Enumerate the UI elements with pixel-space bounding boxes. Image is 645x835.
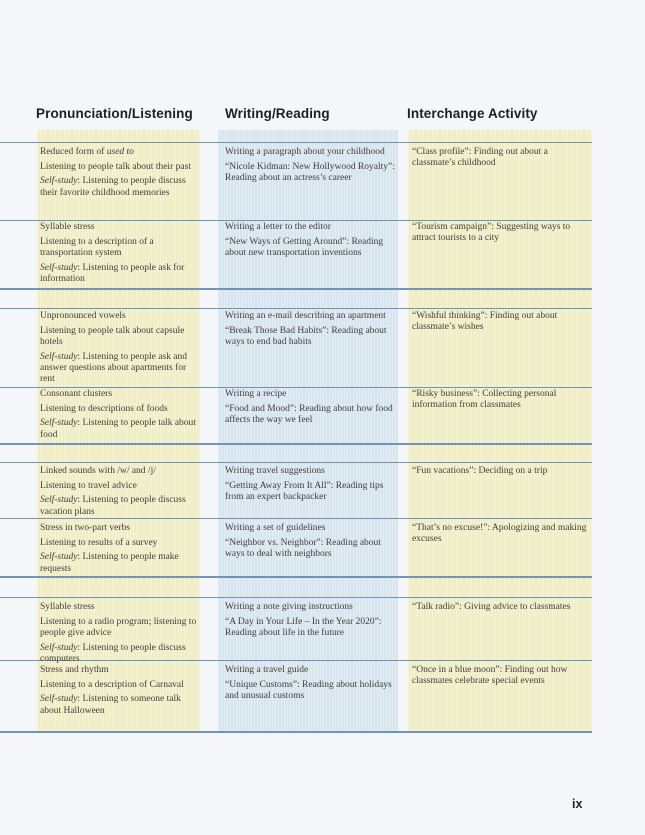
interchange-activity-cell: [412, 222, 590, 248]
entry-text: Listening to people talk about their past: [40, 161, 191, 172]
entry-text: Stress and rhythm: [40, 665, 109, 675]
writing-reading-cell: [225, 466, 395, 507]
entry-text: “Unique Customs”: Reading about holidays and unusual customs: [225, 679, 392, 701]
column-header-writing-reading: Writing/Reading: [225, 106, 330, 121]
column-header-interchange-activity: Interchange Activity: [407, 106, 538, 121]
writing-reading-cell: [225, 602, 395, 643]
entry-text: “New Ways of Getting Around”: Reading about new transportation inventions: [225, 236, 384, 258]
entry-text: “Break Those Bad Habits”: Reading about ways to end bad habits: [225, 325, 387, 347]
entry-text: “Neighbor vs. Neighbor”: Reading about ways to deal with neighbors: [225, 537, 381, 559]
row-divider: [0, 731, 592, 733]
entry-text: Self-study: Listening to people make requests: [40, 552, 179, 574]
entry-text: “A Day in Your Life – In the Year 2020”: Reading about life in the future: [225, 616, 382, 638]
entry-text: “Nicole Kidman: New Hollywood Royalty”: Reading about an actress’s career: [225, 161, 395, 183]
pronunciation-listening-cell: [40, 147, 198, 202]
interchange-activity-cell: [412, 466, 590, 481]
entry-text: “Getting Away From It All”: Reading tips from an expert backpacker: [225, 480, 384, 502]
writing-reading-cell: [225, 311, 395, 352]
entry-text: “Risky business”: Collecting personal information from classmates: [412, 389, 557, 411]
interchange-activity-cell: [412, 389, 590, 415]
writing-reading-cell: [225, 523, 395, 564]
entry-text: Listening to travel advice: [40, 480, 137, 491]
entry-text: Self-study: Listening to people discuss vacation plans: [40, 495, 186, 517]
entry-text: Reduced form of used to: [40, 147, 134, 157]
entry-text: Writing a letter to the editor: [225, 222, 331, 232]
entry-text: Stress in two-part verbs: [40, 523, 130, 533]
entry-text: Listening to a description of a transportation system: [40, 236, 154, 258]
writing-reading-cell: [225, 389, 395, 430]
interchange-activity-cell: [412, 147, 590, 173]
entry-text: “Class profile”: Finding out about a classmate’s childhood: [412, 147, 548, 169]
entry-text: “Once in a blue moon”: Finding out how classmates celebrate special events: [412, 665, 568, 687]
row-divider: [0, 308, 592, 309]
pronunciation-listening-cell: [40, 389, 198, 444]
entry-text: Writing a recipe: [225, 389, 287, 399]
entry-text: Self-study: Listening to people ask for information: [40, 262, 185, 284]
entry-text: Listening to descriptions of foods: [40, 403, 168, 414]
pronunciation-listening-cell: [40, 602, 198, 669]
entry-text: “Tourism campaign”: Suggesting ways to attract tourists to a city: [412, 222, 571, 244]
entry-text: Syllable stress: [40, 222, 95, 232]
pronunciation-listening-cell: [40, 222, 198, 289]
entry-text: Linked sounds with /w/ and /j/: [40, 466, 156, 476]
entry-text: Self-study: Listening to people discuss their favorite childhood memories: [40, 176, 186, 198]
entry-text: “Wishful thinking”: Finding out about classmate’s wishes: [412, 311, 558, 333]
entry-text: Writing a paragraph about your childhood: [225, 147, 385, 157]
interchange-activity-cell: [412, 311, 590, 337]
entry-text: Self-study: Listening to people discuss computers: [40, 642, 186, 664]
entry-text: Listening to results of a survey: [40, 537, 158, 548]
entry-text: Writing a set of guidelines: [225, 523, 326, 533]
pronunciation-listening-cell: [40, 523, 198, 578]
entry-text: “Fun vacations”: Deciding on a trip: [412, 466, 548, 476]
entry-text: Consonant clusters: [40, 389, 113, 399]
entry-text: “Talk radio”: Giving advice to classmates: [412, 602, 571, 612]
interchange-activity-cell: [412, 602, 590, 617]
entry-text: Listening to a description of Carnaval: [40, 679, 184, 690]
entry-text: Listening to people talk about capsule hotels: [40, 325, 185, 347]
entry-text: Syllable stress: [40, 602, 95, 612]
row-divider: [0, 220, 592, 221]
pronunciation-listening-cell: [40, 665, 198, 720]
entry-text: Writing a note giving instructions: [225, 602, 353, 612]
entry-text: “Food and Mood”: Reading about how food affects the way we feel: [225, 403, 393, 425]
entry-text: Self-study: Listening to people talk about food: [40, 418, 196, 440]
entry-text: Listening to a radio program; listening to people give advice: [40, 616, 197, 638]
entry-text: Self-study: Listening to people ask and answer questions about apartments for rent: [40, 351, 187, 385]
entry-text: “That’s no excuse!”: Apologizing and making excuses: [412, 523, 587, 545]
interchange-activity-cell: [412, 665, 590, 691]
entry-text: Unpronounced vowels: [40, 311, 126, 321]
row-divider: [0, 597, 592, 598]
row-divider: [0, 462, 592, 463]
writing-reading-cell: [225, 147, 395, 188]
writing-reading-cell: [225, 222, 395, 263]
interchange-activity-cell: [412, 523, 590, 549]
writing-reading-cell: [225, 665, 395, 706]
page-number: ix: [572, 797, 583, 811]
column-header-pronunciation-listening: Pronunciation/Listening: [36, 106, 193, 121]
pronunciation-listening-cell: [40, 311, 198, 389]
entry-text: Writing an e-mail describing an apartment: [225, 311, 386, 321]
entry-text: Writing a travel guide: [225, 665, 309, 675]
entry-text: Writing travel suggestions: [225, 466, 325, 476]
row-divider: [0, 142, 592, 143]
entry-text: Self-study: Listening to someone talk about Halloween: [40, 694, 181, 716]
pronunciation-listening-cell: [40, 466, 198, 521]
